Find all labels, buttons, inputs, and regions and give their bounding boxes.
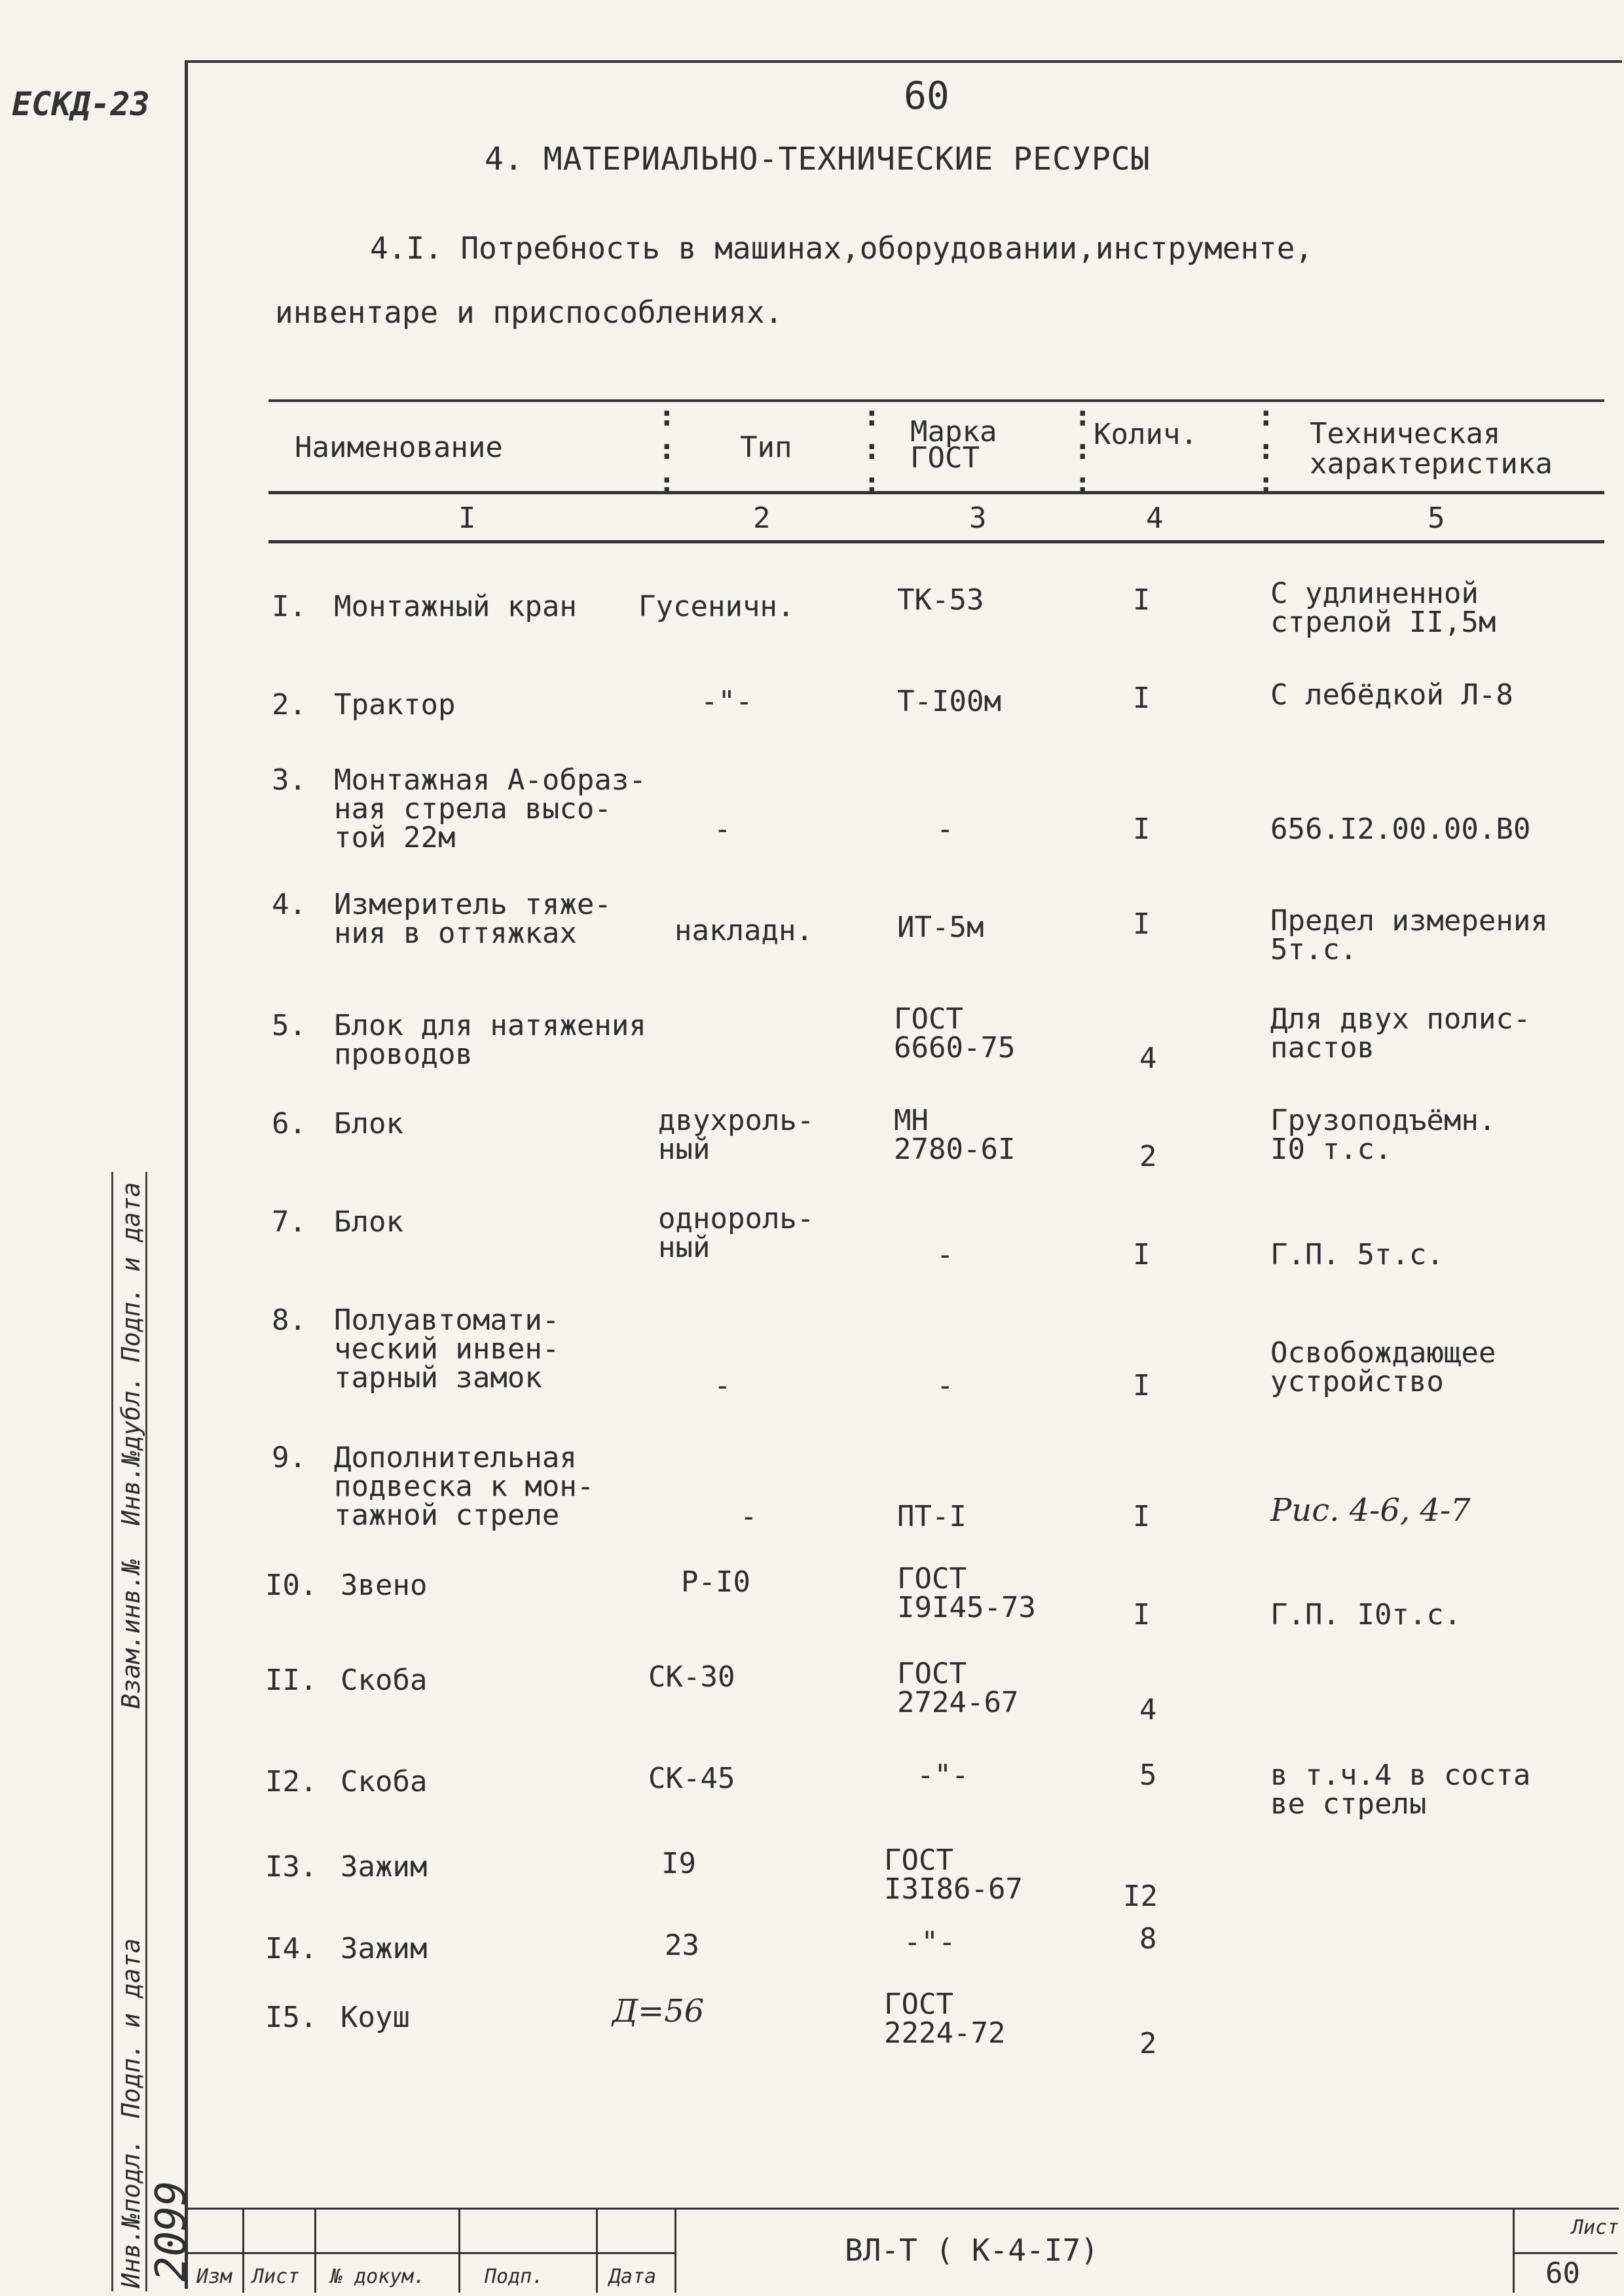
column-number: 5 bbox=[1428, 501, 1445, 535]
item-spec-handwritten: Рис. 4-6, 4-7 bbox=[1270, 1492, 1471, 1529]
item-type: Гусеничн. bbox=[638, 590, 795, 623]
row-number: I3. bbox=[265, 1850, 318, 1884]
item-mark: Т-I00м bbox=[897, 685, 1001, 718]
row-number: 7. bbox=[272, 1205, 306, 1239]
item-type: 23 bbox=[665, 1929, 699, 1962]
item-type: Д=56 bbox=[612, 1993, 705, 2030]
item-spec: С удлиненной стрелой II,5м bbox=[1270, 577, 1496, 639]
item-mark: ГОСТ 6660-75 bbox=[894, 1002, 1016, 1065]
item-qty: I bbox=[1133, 907, 1151, 941]
title-block-label-docno: № докум. bbox=[331, 2265, 426, 2288]
item-mark: ГОСТ I3I86-67 bbox=[884, 1844, 1023, 1906]
item-qty: I2 bbox=[1123, 1880, 1158, 1913]
item-mark: - bbox=[936, 1369, 954, 1402]
header-bottom-rule bbox=[268, 540, 1604, 543]
column-number: I bbox=[458, 501, 476, 535]
title-block-top-rule bbox=[185, 2208, 1619, 2210]
title-block-divider bbox=[242, 2208, 244, 2293]
title-block-mid-rule bbox=[185, 2252, 676, 2254]
item-type: -"- bbox=[701, 685, 753, 718]
item-qty: I bbox=[1133, 682, 1151, 715]
column-header-mark: Марка ГОСТ bbox=[910, 415, 997, 475]
row-number: 9. bbox=[272, 1441, 306, 1474]
sheet-number: 60 bbox=[1545, 2257, 1580, 2290]
item-mark: ГОСТ I9I45-73 bbox=[897, 1562, 1036, 1624]
item-spec: Грузоподъёмн. I0 т.с. bbox=[1270, 1104, 1496, 1166]
title-block-label-signature: Подп. bbox=[485, 2265, 544, 2288]
item-type: - bbox=[740, 1500, 758, 1533]
title-block-label-sheet: Лист bbox=[252, 2265, 300, 2288]
item-qty: I bbox=[1133, 1238, 1151, 1271]
item-spec: Г.П. I0т.с. bbox=[1270, 1598, 1462, 1631]
row-number: I4. bbox=[265, 1932, 318, 1965]
item-spec: 656.I2.00.00.B0 bbox=[1270, 812, 1531, 846]
item-mark: - bbox=[936, 812, 954, 846]
item-spec: С лебёдкой Л-8 bbox=[1270, 678, 1513, 712]
item-mark: -"- bbox=[917, 1758, 969, 1792]
title-block-divider bbox=[596, 2208, 598, 2293]
item-type: двухроль- ный bbox=[658, 1104, 815, 1166]
item-type: накладн. bbox=[674, 914, 813, 947]
item-qty: I bbox=[1133, 583, 1151, 617]
item-mark: ПТ-I bbox=[897, 1500, 967, 1533]
item-name: Скоба bbox=[341, 1765, 428, 1798]
item-qty: 2 bbox=[1139, 2027, 1157, 2060]
column-header-spec: Техническая характеристика bbox=[1310, 417, 1553, 481]
item-name: Зажим bbox=[341, 1850, 428, 1884]
column-header-qty: Колич. bbox=[1094, 418, 1198, 451]
page-number-top: 60 bbox=[904, 73, 950, 118]
item-spec: Г.П. 5т.с. bbox=[1270, 1238, 1444, 1271]
item-qty: I bbox=[1133, 812, 1151, 846]
item-mark: ИТ-5м bbox=[897, 911, 984, 944]
title-block-divider bbox=[314, 2208, 316, 2293]
item-type: однороль- ный bbox=[658, 1202, 815, 1264]
item-name: Звено bbox=[341, 1569, 428, 1602]
item-qty: 2 bbox=[1139, 1140, 1157, 1173]
row-number: I2. bbox=[265, 1765, 318, 1798]
item-name: Блок bbox=[334, 1205, 403, 1239]
format-stamp: ЕСКД-23 bbox=[12, 85, 150, 123]
side-label-inv-original: Инв.№подл. bbox=[117, 2138, 145, 2288]
column-separator: : : : bbox=[1257, 399, 1275, 500]
column-number: 3 bbox=[969, 501, 987, 535]
item-qty: I bbox=[1133, 1598, 1151, 1631]
item-name: Дополнительная подвеска к мон- тажной стреле bbox=[334, 1441, 595, 1532]
item-spec: Освобождающее устройство bbox=[1270, 1336, 1496, 1398]
item-type: - bbox=[714, 1369, 731, 1402]
row-number: 4. bbox=[272, 888, 306, 921]
title-block-label-date: Дата bbox=[609, 2265, 657, 2288]
item-name: Трактор bbox=[334, 688, 456, 721]
row-number: I. bbox=[272, 590, 306, 623]
item-name: Коуш bbox=[341, 2001, 410, 2034]
side-label-signature-date: Подп. и дата bbox=[117, 1938, 145, 2118]
header-rule bbox=[268, 491, 1604, 494]
item-qty: 4 bbox=[1139, 1042, 1157, 1075]
item-qty: I bbox=[1133, 1500, 1151, 1533]
document-designation: ВЛ-Т ( К-4-I7) bbox=[845, 2232, 1099, 2268]
inventory-number: 2099 bbox=[147, 2180, 196, 2282]
item-name: Измеритель тяже- ния в оттяжках bbox=[334, 888, 612, 950]
row-number: 8. bbox=[272, 1303, 306, 1337]
item-qty: 4 bbox=[1139, 1693, 1157, 1726]
row-number: 6. bbox=[272, 1107, 306, 1140]
item-qty: I bbox=[1133, 1369, 1151, 1402]
item-mark: МН 2780-6I bbox=[894, 1104, 1016, 1166]
side-label-signature-date-2: Подп. и дата bbox=[117, 1182, 145, 1362]
item-name: Зажим bbox=[341, 1932, 428, 1965]
item-qty: 5 bbox=[1139, 1758, 1157, 1792]
column-number: 4 bbox=[1146, 501, 1164, 535]
item-type: СК-45 bbox=[648, 1762, 735, 1795]
row-number: I5. bbox=[265, 2001, 318, 2034]
side-strip-divider bbox=[145, 1172, 147, 2291]
item-type: - bbox=[714, 812, 731, 846]
row-number: II. bbox=[265, 1664, 318, 1697]
item-type: Р-I0 bbox=[681, 1565, 750, 1599]
item-name: Полуавтомати- ческий инвен- тарный замок bbox=[334, 1303, 560, 1394]
column-number: 2 bbox=[753, 501, 771, 535]
item-spec: Предел измерения 5т.с. bbox=[1270, 904, 1548, 966]
item-mark: -"- bbox=[904, 1925, 956, 1959]
column-separator: : : : bbox=[863, 399, 881, 500]
item-type: СК-30 bbox=[648, 1660, 735, 1694]
title-block-divider bbox=[458, 2208, 460, 2293]
title-block-divider bbox=[1513, 2208, 1515, 2293]
row-number: I0. bbox=[265, 1569, 318, 1602]
item-mark: - bbox=[936, 1238, 954, 1271]
item-name: Монтажный кран bbox=[334, 590, 577, 623]
item-name: Блок для натяжения проводов bbox=[334, 1009, 646, 1071]
item-mark: ГОСТ 2724-67 bbox=[897, 1657, 1019, 1719]
title-block-label-change: Изм bbox=[196, 2265, 232, 2288]
column-header-name: Наименование bbox=[295, 431, 503, 464]
sheet-label: Лист bbox=[1572, 2216, 1619, 2239]
item-spec: Для двух полис- пастов bbox=[1270, 1002, 1531, 1065]
item-name: Монтажная А-образ- ная стрела высо- той 22м bbox=[334, 763, 646, 854]
sheet-cell-rule bbox=[1513, 2252, 1617, 2254]
side-label-replaced-inv: Взам.инв.№ bbox=[117, 1559, 145, 1709]
title-block-divider bbox=[674, 2208, 676, 2293]
column-header-type: Тип bbox=[740, 431, 792, 464]
item-type: I9 bbox=[661, 1847, 696, 1880]
column-separator: : : : bbox=[1074, 399, 1092, 500]
item-name: Блок bbox=[334, 1107, 403, 1140]
section-title: 4. МАТЕРИАЛЬНО-ТЕХНИЧЕСКИЕ РЕСУРСЫ bbox=[485, 141, 1151, 177]
subsection-title-line1: 4.I. Потребность в машинах,оборудовании,инструменте, bbox=[370, 230, 1314, 266]
item-mark: ТК-53 bbox=[897, 583, 984, 617]
side-label-inv-duplicate: Инв.№дубл. bbox=[117, 1376, 145, 1525]
row-number: 3. bbox=[272, 763, 306, 797]
item-name: Скоба bbox=[341, 1664, 428, 1697]
row-number: 2. bbox=[272, 688, 306, 721]
table-top-rule bbox=[268, 399, 1604, 402]
subsection-title-line2: инвентаре и приспособлениях. bbox=[275, 295, 783, 330]
column-separator: : : : bbox=[658, 399, 676, 500]
item-qty: 8 bbox=[1139, 1922, 1157, 1956]
row-number: 5. bbox=[272, 1009, 306, 1042]
item-spec: в т.ч.4 в соста ве стрелы bbox=[1270, 1758, 1531, 1821]
item-mark: ГОСТ 2224-72 bbox=[884, 1988, 1006, 2050]
